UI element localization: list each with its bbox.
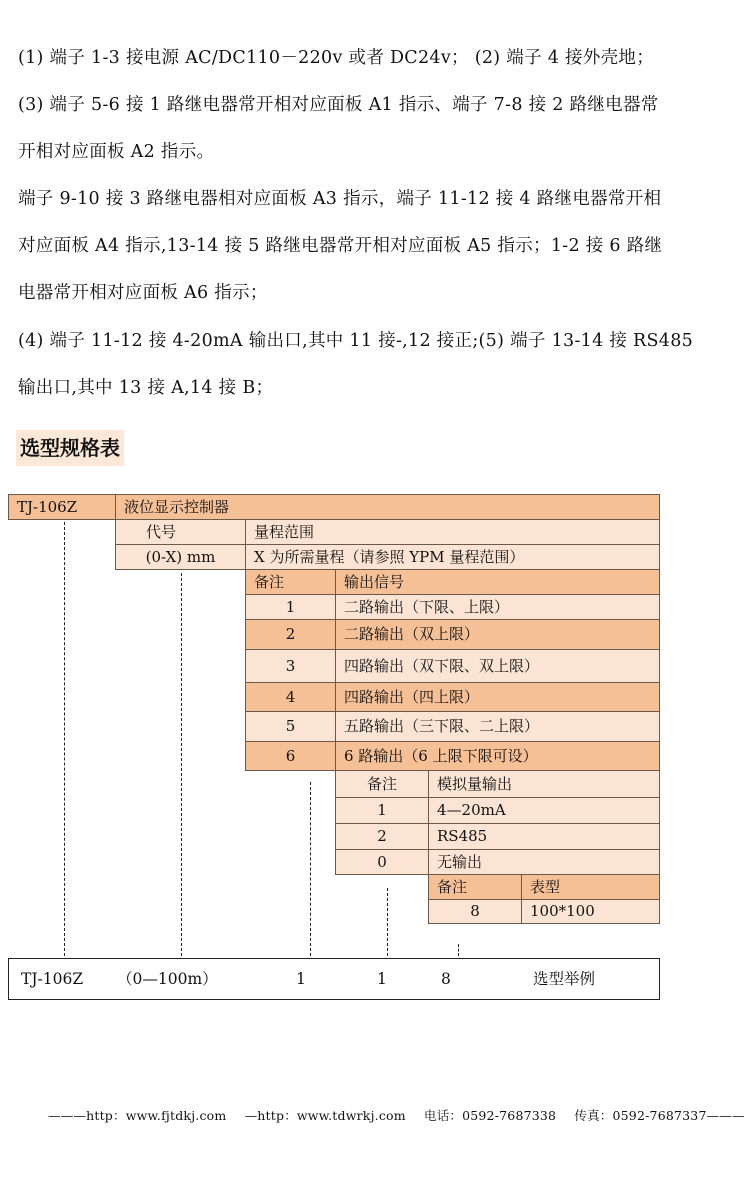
meter-desc: 100*100: [521, 899, 660, 924]
output-desc: 四路输出（双下限、双上限）: [335, 649, 660, 683]
intro-line-8: 输出口,其中 13 接 A,14 接 B；: [18, 378, 274, 398]
intro-line-4: 端子 9-10 接 3 路继电器相对应面板 A3 指示，端子 11-12 接 4 路继电器常开相: [18, 189, 662, 209]
output-code: 3: [245, 649, 336, 683]
section-title: 选型规格表: [16, 430, 124, 466]
example-label: 选型举例: [533, 970, 596, 988]
output-code: 6: [245, 741, 336, 771]
selection-example-row: [8, 958, 660, 1000]
intro-line-6: 电器常开相对应面板 A6 指示；: [18, 283, 268, 303]
connector-line-model: [64, 522, 65, 956]
example-model: TJ-106Z: [21, 970, 84, 988]
intro-line-5: 对应面板 A4 指示,13-14 接 5 路继电器常开相对应面板 A5 指示；1-2 接 6 路继: [18, 236, 663, 256]
output-desc: 6 路输出（6 上限下限可设）: [335, 741, 660, 771]
output-desc: 二路输出（双上限）: [335, 619, 660, 650]
example-output: 1: [296, 970, 306, 988]
product-name-cell: 液位显示控制器: [115, 494, 660, 520]
output-note-header: 备注: [245, 569, 336, 595]
footer-fax: 传真：0592-7687337———: [574, 1108, 745, 1123]
output-desc: 二路输出（下限、上限）: [335, 594, 660, 620]
analog-code: 0: [335, 849, 429, 875]
footer-website-1: ———http：www.fjtdkj.com: [48, 1108, 227, 1123]
output-code: 2: [245, 619, 336, 650]
output-desc: 五路输出（三下限、二上限）: [335, 711, 660, 742]
output-code: 4: [245, 682, 336, 712]
example-range: （0—100m）: [117, 970, 218, 988]
analog-code: 1: [335, 797, 429, 824]
range-header: 量程范围: [245, 519, 660, 545]
intro-line-7: (4) 端子 11-12 接 4-20mA 输出口,其中 11 接-,12 接正;(5) 端子 13-14 接 RS485: [18, 331, 694, 351]
meter-note-header: 备注: [428, 874, 522, 900]
range-desc: X 为所需量程（请参照 YPM 量程范围）: [245, 544, 660, 570]
output-code: 5: [245, 711, 336, 742]
footer-phone: 电话：0592-7687338: [424, 1108, 557, 1123]
meter-type-header: 表型: [521, 874, 660, 900]
analog-code: 2: [335, 823, 429, 850]
connector-line-output: [310, 782, 311, 956]
analog-desc: RS485: [428, 823, 660, 850]
footer: [48, 1106, 745, 1124]
analog-desc: 无输出: [428, 849, 660, 875]
intro-line-2: (3) 端子 5-6 接 1 路继电器常开相对应面板 A1 指示、端子 7-8 接 2 路继电器常: [18, 95, 659, 115]
intro-line-1: (1) 端子 1-3 接电源 AC/DC110－220v 或者 DC24v； (2) 端子 4 接外壳地；: [18, 48, 655, 68]
footer-website-2: —http：www.tdwrkj.com: [244, 1108, 406, 1123]
connector-line-meter: [458, 944, 459, 956]
connector-line-analog: [387, 888, 388, 956]
model-cell: TJ-106Z: [8, 494, 116, 520]
analog-output-header: 模拟量输出: [428, 770, 660, 798]
output-signal-header: 输出信号: [335, 569, 660, 595]
output-desc: 四路输出（四上限）: [335, 682, 660, 712]
code-value: (0-X) mm: [115, 544, 246, 570]
meter-code: 8: [428, 899, 522, 924]
analog-desc: 4—20mA: [428, 797, 660, 824]
intro-line-3: 开相对应面板 A2 指示。: [18, 142, 215, 162]
connector-line-range: [181, 573, 182, 956]
example-analog: 1: [377, 970, 387, 988]
output-code: 1: [245, 594, 336, 620]
analog-note-header: 备注: [335, 770, 429, 798]
code-header: 代号: [115, 519, 246, 545]
example-meter: 8: [441, 970, 451, 988]
